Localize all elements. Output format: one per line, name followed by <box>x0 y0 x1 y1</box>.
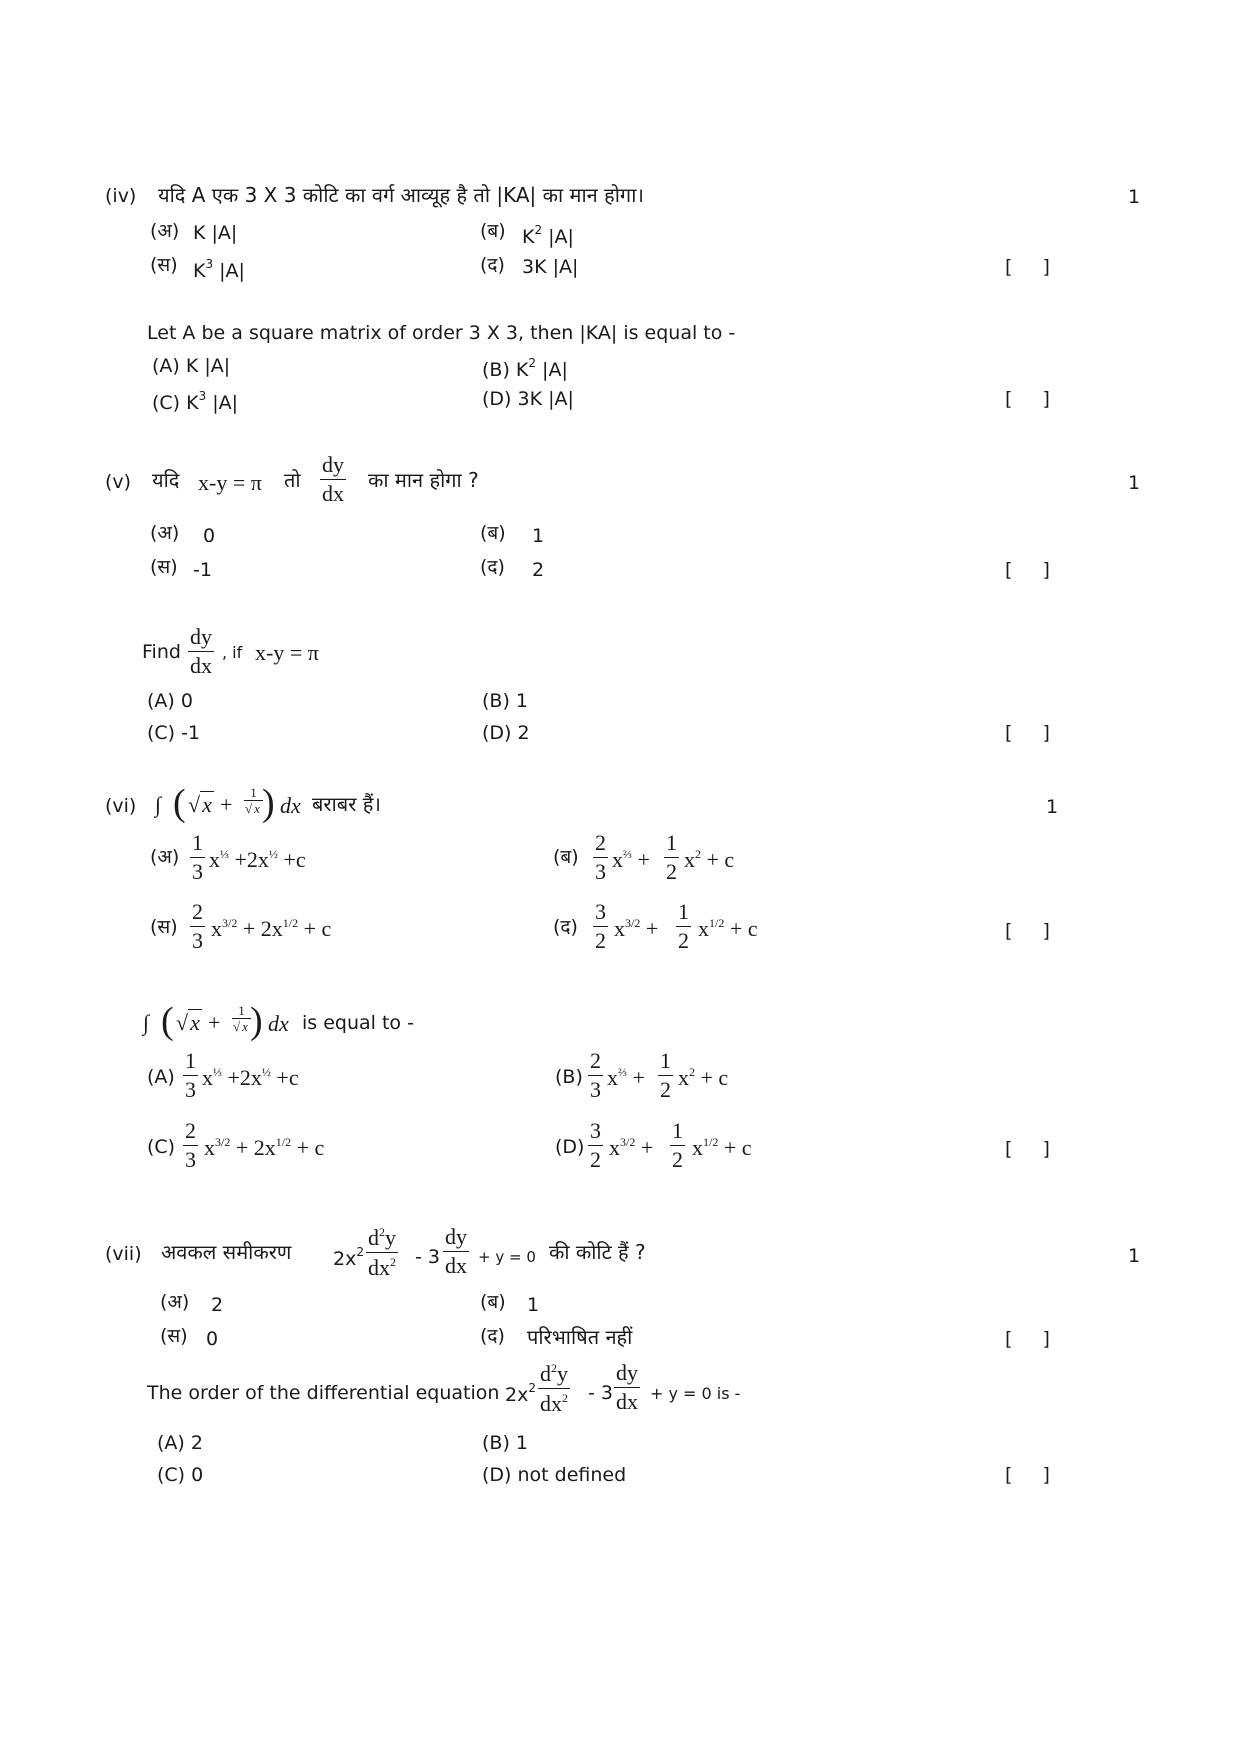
question-text-english: Let A be a square matrix of order 3 X 3, then |KA| is equal to - <box>147 322 736 344</box>
fraction: $\frac{2}{3}$ <box>595 830 606 884</box>
question-text-hindi: का मान होगा ? <box>368 468 479 492</box>
option-label: (अ) <box>150 846 180 868</box>
question-text-english: The order of the differential equation <box>147 1382 500 1404</box>
option-label: (स) <box>150 916 178 938</box>
term: $x^2 + c$ <box>684 847 735 872</box>
question-number: (iv) <box>105 185 137 207</box>
option-b-hindi: 1 <box>527 1294 540 1316</box>
option-label: (अ) <box>160 1291 190 1313</box>
question-text-hindi: की कोटि हैं ? <box>549 1240 646 1264</box>
minus-three: - 3 <box>415 1246 440 1268</box>
option-label: (ब) <box>553 846 579 868</box>
answer-bracket[interactable]: [ ] <box>1005 920 1062 942</box>
marks: 1 <box>1046 796 1059 818</box>
second-derivative: $\frac{d^2y}{dx^2}$ <box>368 1225 396 1280</box>
fraction: $\frac{3}{2}$ <box>595 899 606 953</box>
equation-tail: + y = 0 is - <box>650 1384 741 1403</box>
option-c-english: (C) $K^3$ |A| <box>152 389 239 414</box>
close-paren: ) <box>262 782 275 824</box>
marks: 1 <box>1128 186 1141 208</box>
fraction: $\frac{1}{3}$ <box>192 830 203 884</box>
answer-bracket[interactable]: [ ] <box>1005 722 1062 744</box>
option-label: (B) <box>555 1066 583 1088</box>
option-label: (अ) <box>150 522 180 544</box>
fraction: $\frac{1}{2}$ <box>672 1118 683 1172</box>
open-paren: ( <box>161 1000 174 1042</box>
fraction: $\frac{2}{3}$ <box>185 1118 196 1172</box>
option-b-hindi: 1 <box>532 525 545 547</box>
question-number: (vi) <box>105 795 137 817</box>
sqrt-x: √x <box>188 792 212 817</box>
option-d-english: (D) not defined <box>482 1464 627 1486</box>
option-d-hindi: परिभाषित नहीं <box>527 1325 633 1349</box>
marks: 1 <box>1128 472 1141 494</box>
option-d-hindi: 3K |A| <box>522 256 579 278</box>
answer-bracket[interactable]: [ ] <box>1005 1464 1062 1486</box>
fraction: $\frac{1}{2}$ <box>660 1048 671 1102</box>
option-c-hindi: 0 <box>206 1328 219 1350</box>
dx: dx <box>280 793 301 818</box>
hindi-word: यदि <box>152 468 180 492</box>
reciprocal-sqrt: $\frac{1}{√ x}$ <box>232 1004 251 1033</box>
option-label: (स) <box>150 556 178 578</box>
term: $x^{\frac{2}{3}}$ + <box>607 1065 645 1090</box>
option-label: (ब) <box>480 522 506 544</box>
fraction: $\frac{2}{3}$ <box>192 899 203 953</box>
equation: x-y = π <box>255 640 319 665</box>
term: $x^{3/2} + 2x^{1/2} + c$ <box>211 916 332 941</box>
option-a-hindi: 0 <box>203 525 216 547</box>
question-text-hindi: अवकल समीकरण <box>161 1240 292 1264</box>
fraction: $\frac{1}{3}$ <box>185 1048 196 1102</box>
equation: x-y = π <box>198 470 262 495</box>
option-d-english: (D) 3K |A| <box>482 388 574 410</box>
option-a-english: (A) 0 <box>147 690 193 712</box>
option-label: (द) <box>480 556 505 578</box>
question-number: (vii) <box>105 1243 142 1265</box>
option-a-hindi: 2 <box>211 1294 224 1316</box>
option-label: (अ) <box>150 220 180 242</box>
second-derivative: $\frac{d^2y}{dx^2}$ <box>540 1361 568 1416</box>
question-text-hindi: यदि A एक 3 X 3 कोटि का वर्ग आव्यूह है तो |KA| का मान होगा। <box>158 183 644 207</box>
option-b-english: (B) 1 <box>482 690 528 712</box>
dx: dx <box>268 1011 289 1036</box>
reciprocal-sqrt: $\frac{1}{√ x}$ <box>244 786 263 815</box>
fraction: $\frac{1}{2}$ <box>666 830 677 884</box>
fraction: $\frac{1}{2}$ <box>678 899 689 953</box>
marks: 1 <box>1128 1245 1141 1267</box>
option-c-hindi: -1 <box>193 559 212 581</box>
option-label: (स) <box>160 1325 188 1347</box>
if-label: , if <box>222 643 243 662</box>
answer-bracket[interactable]: [ ] <box>1005 256 1062 278</box>
first-derivative: $\frac{dy}{dx}$ <box>445 1224 467 1278</box>
plus: + <box>208 1010 221 1035</box>
option-c-hindi: $K^3$ |A| <box>193 257 245 282</box>
option-d-hindi: 2 <box>532 559 545 581</box>
option-label: (A) <box>147 1066 175 1088</box>
term: $x^2 + c$ <box>678 1065 729 1090</box>
term: $x^{1/2} + c$ <box>698 916 758 941</box>
hindi-word: तो <box>284 468 301 492</box>
option-label: (द) <box>480 254 505 276</box>
option-label: (द) <box>480 1325 505 1347</box>
term: $x^{3/2} + 2x^{1/2} + c$ <box>204 1135 325 1160</box>
answer-bracket[interactable]: [ ] <box>1005 388 1062 410</box>
option-a-english: (A) K |A| <box>152 355 231 377</box>
term: $x^{\frac{2}{3}}$ + <box>612 847 650 872</box>
term: $x^{3/2}$ + <box>609 1135 654 1160</box>
question-number: (v) <box>105 471 132 493</box>
fraction: $\frac{3}{2}$ <box>590 1118 601 1172</box>
answer-bracket[interactable]: [ ] <box>1005 1328 1062 1350</box>
close-paren: ) <box>250 1000 263 1042</box>
answer-bracket[interactable]: [ ] <box>1005 559 1062 581</box>
option-b-hindi: $K^2$ |A| <box>522 223 574 248</box>
sqrt-x: √x <box>176 1010 200 1035</box>
term: $2x^2$ <box>505 1381 536 1406</box>
equation-tail: + y = 0 <box>478 1248 536 1266</box>
option-a-english: (A) 2 <box>157 1432 203 1454</box>
first-derivative: $\frac{dy}{dx}$ <box>616 1360 638 1414</box>
integral-sign: ∫ <box>143 1010 150 1035</box>
option-d-english: (D) 2 <box>482 722 530 744</box>
minus-three: - 3 <box>588 1382 613 1404</box>
plus: + <box>220 792 233 817</box>
option-label: (ब) <box>480 220 506 242</box>
option-b-english: (B) $K^2$ |A| <box>482 356 568 381</box>
term: $x^{\frac{1}{3}} +2x^{\frac{1}{2}} +c$ <box>202 1065 299 1090</box>
option-c-english: (C) -1 <box>147 722 201 744</box>
option-c-english: (C) 0 <box>157 1464 204 1486</box>
question-text-english: is equal to - <box>302 1012 414 1034</box>
option-label: (ब) <box>480 1291 506 1313</box>
derivative-fraction: $\frac{dy}{dx}$ <box>190 624 212 678</box>
term: $2x^2$ <box>333 1245 364 1270</box>
derivative-fraction: $\frac{dy}{dx}$ <box>322 452 344 506</box>
option-label: (स) <box>150 254 178 276</box>
integral-sign: ∫ <box>155 792 162 817</box>
question-text-hindi: बराबर हैं। <box>312 792 381 816</box>
term: $x^{3/2}$ + <box>614 916 659 941</box>
option-label: (D) <box>555 1136 585 1158</box>
find-label: Find <box>142 641 181 663</box>
answer-bracket[interactable]: [ ] <box>1005 1138 1062 1160</box>
open-paren: ( <box>173 782 186 824</box>
term: $x^{1/2} + c$ <box>692 1135 752 1160</box>
option-b-english: (B) 1 <box>482 1432 528 1454</box>
option-a-hindi: K |A| <box>193 222 238 244</box>
option-label: (द) <box>553 916 578 938</box>
fraction: $\frac{2}{3}$ <box>590 1048 601 1102</box>
term: $x^{\frac{1}{3}} +2x^{\frac{1}{2}} +c$ <box>209 847 306 872</box>
option-label: (C) <box>147 1136 176 1158</box>
